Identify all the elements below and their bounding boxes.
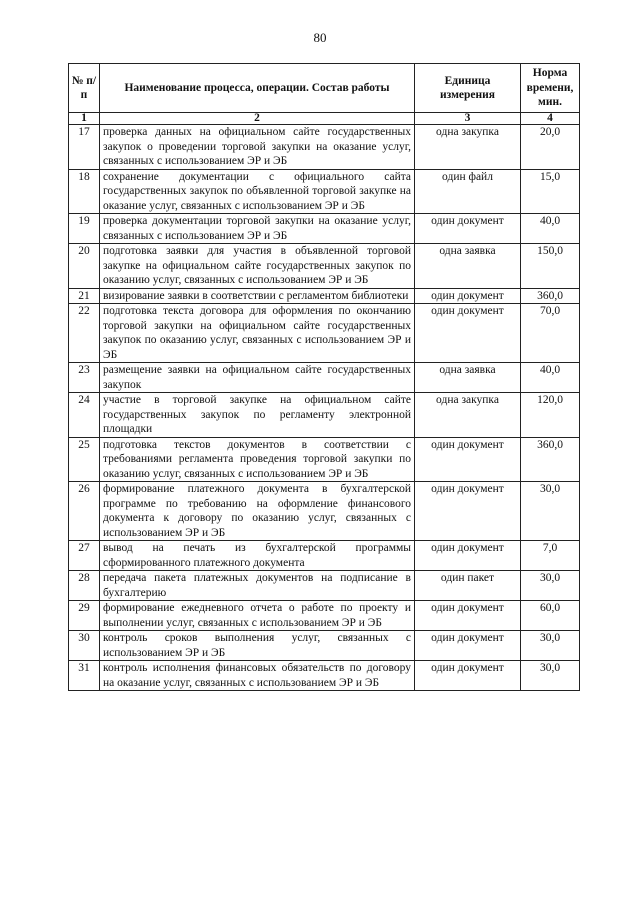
row-number: 22 bbox=[69, 304, 100, 363]
header-norm: Норма времени, мин. bbox=[521, 64, 580, 113]
table-row bbox=[69, 482, 580, 541]
row-number: 19 bbox=[69, 214, 100, 244]
table-row bbox=[69, 601, 580, 631]
column-number: 2 bbox=[100, 113, 415, 125]
header-unit: Единица измерения bbox=[415, 64, 521, 113]
row-norm: 70,0 bbox=[521, 304, 580, 363]
row-norm: 360,0 bbox=[521, 437, 580, 482]
row-name: вывод на печать из бухгалтерской программы сформированного платежного документа bbox=[100, 541, 415, 571]
row-name: визирование заявки в соответствии с регламентом библиотеки bbox=[100, 288, 415, 304]
row-norm: 40,0 bbox=[521, 363, 580, 393]
page-number: 80 bbox=[313, 30, 327, 45]
row-unit: одна закупка bbox=[415, 393, 521, 438]
row-unit: один документ bbox=[415, 661, 521, 691]
row-unit: один документ bbox=[415, 482, 521, 541]
row-unit: один файл bbox=[415, 169, 521, 214]
row-number: 23 bbox=[69, 363, 100, 393]
row-norm: 120,0 bbox=[521, 393, 580, 438]
row-number: 17 bbox=[69, 125, 100, 170]
row-name: формирование платежного документа в бухгалтерской программе по требованию на оформление финансового документа к договору по оказанию услуг, связанных с использованием ЭР и ЭБ bbox=[100, 482, 415, 541]
table-row bbox=[69, 661, 580, 691]
row-unit: один документ bbox=[415, 288, 521, 304]
row-norm: 7,0 bbox=[521, 541, 580, 571]
column-number: 3 bbox=[415, 113, 521, 125]
row-number: 31 bbox=[69, 661, 100, 691]
row-number: 30 bbox=[69, 631, 100, 661]
row-name: участие в торговой закупке на официальном сайте государственных закупок по регламенту электронной площадки bbox=[100, 393, 415, 438]
table-row bbox=[69, 571, 580, 601]
header-name: Наименование процесса, операции. Состав работы bbox=[100, 64, 415, 113]
row-number: 28 bbox=[69, 571, 100, 601]
row-unit: один пакет bbox=[415, 571, 521, 601]
row-number: 24 bbox=[69, 393, 100, 438]
header-num: № п/п bbox=[69, 64, 100, 113]
column-number-row bbox=[69, 113, 580, 125]
table-row bbox=[69, 631, 580, 661]
table-row bbox=[69, 363, 580, 393]
row-unit: один документ bbox=[415, 601, 521, 631]
row-name: контроль сроков выполнения услуг, связанных с использованием ЭР и ЭБ bbox=[100, 631, 415, 661]
table-row bbox=[69, 541, 580, 571]
row-number: 18 bbox=[69, 169, 100, 214]
row-norm: 360,0 bbox=[521, 288, 580, 304]
row-norm: 60,0 bbox=[521, 601, 580, 631]
row-norm: 30,0 bbox=[521, 631, 580, 661]
row-number: 21 bbox=[69, 288, 100, 304]
table-body bbox=[69, 125, 580, 691]
row-norm: 15,0 bbox=[521, 169, 580, 214]
table-row bbox=[69, 304, 580, 363]
row-number: 29 bbox=[69, 601, 100, 631]
row-unit: один документ bbox=[415, 214, 521, 244]
row-name: передача пакета платежных документов на подписание в бухгалтерию bbox=[100, 571, 415, 601]
column-number: 4 bbox=[521, 113, 580, 125]
row-unit: один документ bbox=[415, 437, 521, 482]
column-number: 1 bbox=[69, 113, 100, 125]
row-name: контроль исполнения финансовых обязательств по договору на оказание услуг, связанных с использованием ЭР и ЭБ bbox=[100, 661, 415, 691]
table-row bbox=[69, 169, 580, 214]
row-unit: один документ bbox=[415, 541, 521, 571]
row-name: подготовка текста договора для оформления по окончанию торговой закупки на официальном сайте государственных закупок по оказанию услуг, связанных с использованием ЭР и ЭБ bbox=[100, 304, 415, 363]
table-row bbox=[69, 288, 580, 304]
row-name: формирование ежедневного отчета о работе по проекту и выполнении услуг, связанных с использованием ЭР и ЭБ bbox=[100, 601, 415, 631]
row-norm: 30,0 bbox=[521, 571, 580, 601]
row-name: сохранение документации с официального сайта государственных закупок по объявленной торговой закупке на оказание услуг, связанных с использованием ЭР и ЭБ bbox=[100, 169, 415, 214]
row-name: подготовка заявки для участия в объявленной торговой закупке на официальном сайте государственных закупок по оказанию услуг, связанных с использованием ЭР и ЭБ bbox=[100, 244, 415, 289]
row-name: проверка данных на официальном сайте государственных закупок о проведении торговой закупки на оказание услуг, связанных с использованием ЭР и ЭБ bbox=[100, 125, 415, 170]
row-number: 26 bbox=[69, 482, 100, 541]
row-number: 27 bbox=[69, 541, 100, 571]
row-unit: один документ bbox=[415, 631, 521, 661]
row-name: подготовка текстов документов в соответствии с требованиями регламента проведения торговой закупки по оказанию услуг, связанных с использованием ЭР и ЭБ bbox=[100, 437, 415, 482]
table-row bbox=[69, 393, 580, 438]
row-unit: одна заявка bbox=[415, 363, 521, 393]
row-norm: 40,0 bbox=[521, 214, 580, 244]
table-row bbox=[69, 244, 580, 289]
row-norm: 30,0 bbox=[521, 661, 580, 691]
norms-table bbox=[68, 63, 580, 691]
header-row bbox=[69, 64, 580, 113]
table-row bbox=[69, 125, 580, 170]
row-norm: 30,0 bbox=[521, 482, 580, 541]
row-norm: 20,0 bbox=[521, 125, 580, 170]
row-unit: одна заявка bbox=[415, 244, 521, 289]
row-unit: один документ bbox=[415, 304, 521, 363]
table-row bbox=[69, 437, 580, 482]
row-unit: одна закупка bbox=[415, 125, 521, 170]
row-number: 25 bbox=[69, 437, 100, 482]
row-norm: 150,0 bbox=[521, 244, 580, 289]
row-name: проверка документации торговой закупки на оказание услуг, связанных с использованием ЭР и ЭБ bbox=[100, 214, 415, 244]
row-number: 20 bbox=[69, 244, 100, 289]
row-name: размещение заявки на официальном сайте государственных закупок bbox=[100, 363, 415, 393]
table-row bbox=[69, 214, 580, 244]
